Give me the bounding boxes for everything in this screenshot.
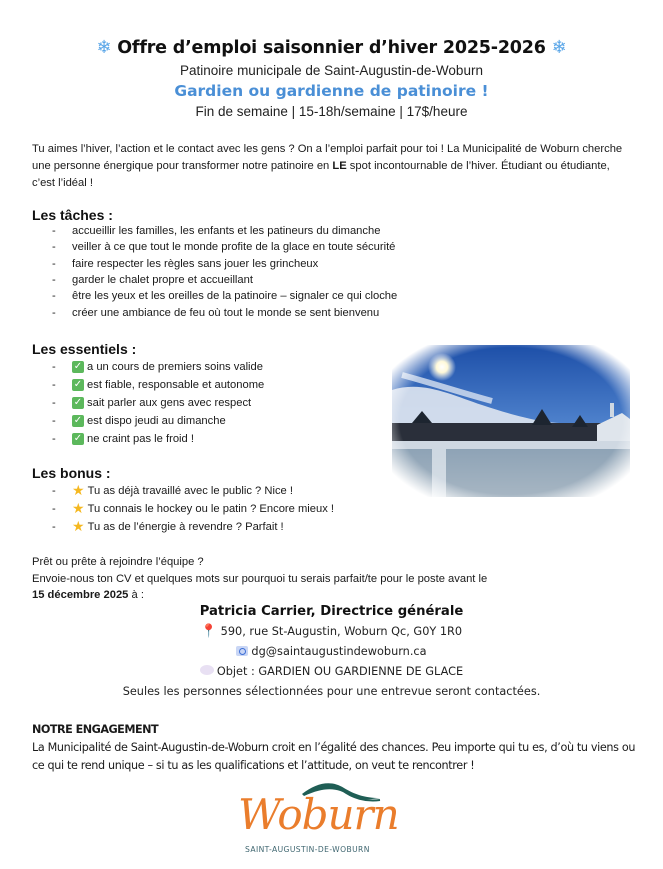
contact-name: Patricia Carrier, Directrice générale (199, 604, 464, 619)
apply-section (32, 554, 632, 604)
title-text: Offre d’emploi saisonnier d’hiver 2025-2026 (117, 38, 546, 58)
list-item (52, 358, 264, 376)
contact-email (0, 642, 663, 662)
bullet-dash: - (52, 397, 56, 409)
contact-note: Seules les personnes sélectionnées pour une entrevue seront contactées. (122, 685, 541, 698)
list-item (52, 272, 397, 288)
email-link[interactable]: dg@saintaugustindewoburn.ca (251, 645, 427, 658)
task-text: garder le chalet propre et accueillant (72, 274, 253, 287)
bullet-dash: - (52, 485, 56, 497)
bullet-dash: - (52, 257, 56, 270)
contact-subject (0, 662, 663, 682)
bullet-dash: - (52, 290, 56, 303)
star-icon: ★ (72, 501, 85, 517)
subtitle: Patinoire municipale de Saint-Augustin-de-Woburn (180, 63, 483, 78)
speech-bubble-icon (200, 665, 214, 675)
tasks-heading: Les tâches : (32, 207, 113, 223)
contact-block (0, 602, 663, 702)
intro-bold: LE (332, 160, 347, 172)
list-item (52, 304, 397, 320)
logo-wordmark: Woburn (238, 790, 399, 839)
bullet-dash: - (52, 274, 56, 287)
check-mark-icon: ✓ (73, 415, 83, 426)
job-hours: Fin de semaine | 15-18h/semaine | 17$/heure (195, 104, 468, 119)
task-text: accueillir les familles, les enfants et les patineurs du dimanche (72, 225, 381, 238)
job-role: Gardien ou gardienne de patinoire ! (174, 82, 489, 100)
list-item (52, 394, 264, 412)
intro-paragraph (32, 141, 632, 192)
bonus-list (52, 482, 334, 536)
bullet-dash: - (52, 379, 56, 391)
list-item (52, 288, 397, 304)
star-icon: ★ (72, 519, 85, 535)
bullet-dash: - (52, 306, 56, 319)
tasks-list (52, 223, 397, 321)
check-mark-icon: ✓ (73, 397, 83, 408)
intro-text-2: spot incontournable de l’hiver. Étudiant ou étudiante, c’est l’idéal ! (32, 160, 610, 189)
logo-subtitle: SAINT-AUGUSTIN-DE-WOBURN (245, 845, 370, 854)
list-item (52, 430, 264, 448)
essential-text: est fiable, responsable et autonome (87, 379, 265, 391)
bonus-text: Tu connais le hockey ou le patin ? Encore mieux ! (87, 503, 335, 515)
skating-rink-photo (392, 345, 630, 497)
address-text: 590, rue St-Augustin, Woburn Qc, G0Y 1R0 (220, 625, 463, 638)
email-icon (236, 646, 248, 656)
list-item (52, 500, 334, 518)
list-item (52, 412, 264, 430)
essential-text: ne craint pas le froid ! (87, 433, 194, 445)
star-icon: ★ (72, 483, 85, 499)
essentials-heading: Les essentiels : (32, 341, 137, 357)
task-text: créer une ambiance de feu où tout le monde se sent bienvenu (72, 306, 380, 319)
map-pin-icon: 📍 (200, 624, 218, 639)
bonus-text: Tu as de l’énergie à revendre ? Parfait ! (87, 521, 284, 533)
list-item (52, 376, 264, 394)
list-item (52, 239, 397, 255)
header (0, 36, 663, 121)
list-item (52, 256, 397, 272)
essential-text: a un cours de premiers soins valide (87, 361, 263, 373)
snowflake-icon: ❄ (551, 37, 567, 58)
deadline-date: 15 décembre 2025 (32, 589, 129, 601)
bullet-dash: - (52, 361, 56, 373)
list-item (52, 482, 334, 500)
list-item (52, 223, 397, 239)
check-mark-icon: ✓ (73, 433, 83, 444)
subject-text: Objet : GARDIEN OU GARDIENNE DE GLACE (216, 665, 464, 678)
task-text: faire respecter les règles sans jouer les grincheux (72, 257, 319, 270)
woburn-logo (232, 778, 399, 858)
page-title (0, 36, 663, 60)
intro-text-1: Tu aimes l’hiver, l’action et le contact avec les gens ? On a l’emploi parfait pour toi ! La Municipalité de Woburn cherche une personne énergique pour transformer notre patinoire en (32, 143, 623, 172)
bullet-dash: - (52, 225, 56, 238)
essential-text: sait parler aux gens avec respect (87, 397, 252, 409)
bullet-dash: - (52, 415, 56, 427)
essentials-list (52, 358, 264, 448)
bullet-dash: - (52, 241, 56, 254)
list-item (52, 518, 334, 536)
snowflake-icon: ❄ (96, 37, 112, 58)
bullet-dash: - (52, 521, 56, 533)
engagement-heading: NOTRE ENGAGEMENT (32, 723, 159, 736)
essential-text: est dispo jeudi au dimanche (87, 415, 226, 427)
contact-address (0, 622, 663, 642)
task-text: être les yeux et les oreilles de la patinoire – signaler ce qui cloche (72, 290, 398, 303)
bonus-heading: Les bonus : (32, 465, 111, 481)
engagement-text: La Municipalité de Saint-Augustin-de-Woburn croit en l’égalité des chances. Peu importe qui tu es, d’où tu viens ou ce qui te rend unique – si tu as les qualifications et l’attitude, on veut te rencontrer ! (32, 741, 636, 772)
bonus-text: Tu as déjà travaillé avec le public ? Nice ! (87, 485, 293, 497)
bullet-dash: - (52, 433, 56, 445)
check-mark-icon: ✓ (73, 379, 83, 390)
check-mark-icon: ✓ (73, 361, 83, 372)
apply-line-2: Envoie-nous ton CV et quelques mots sur pourquoi tu serais parfait/te pour le poste avant le (32, 572, 488, 585)
apply-line-1: Prêt ou prête à rejoindre l’équipe ? (32, 556, 204, 568)
deadline-suffix: à : (128, 589, 144, 601)
engagement-section (32, 721, 642, 775)
task-text: veiller à ce que tout le monde profite de la glace en toute sécurité (72, 241, 396, 254)
rink-photo-image (392, 345, 630, 497)
bullet-dash: - (52, 503, 56, 515)
